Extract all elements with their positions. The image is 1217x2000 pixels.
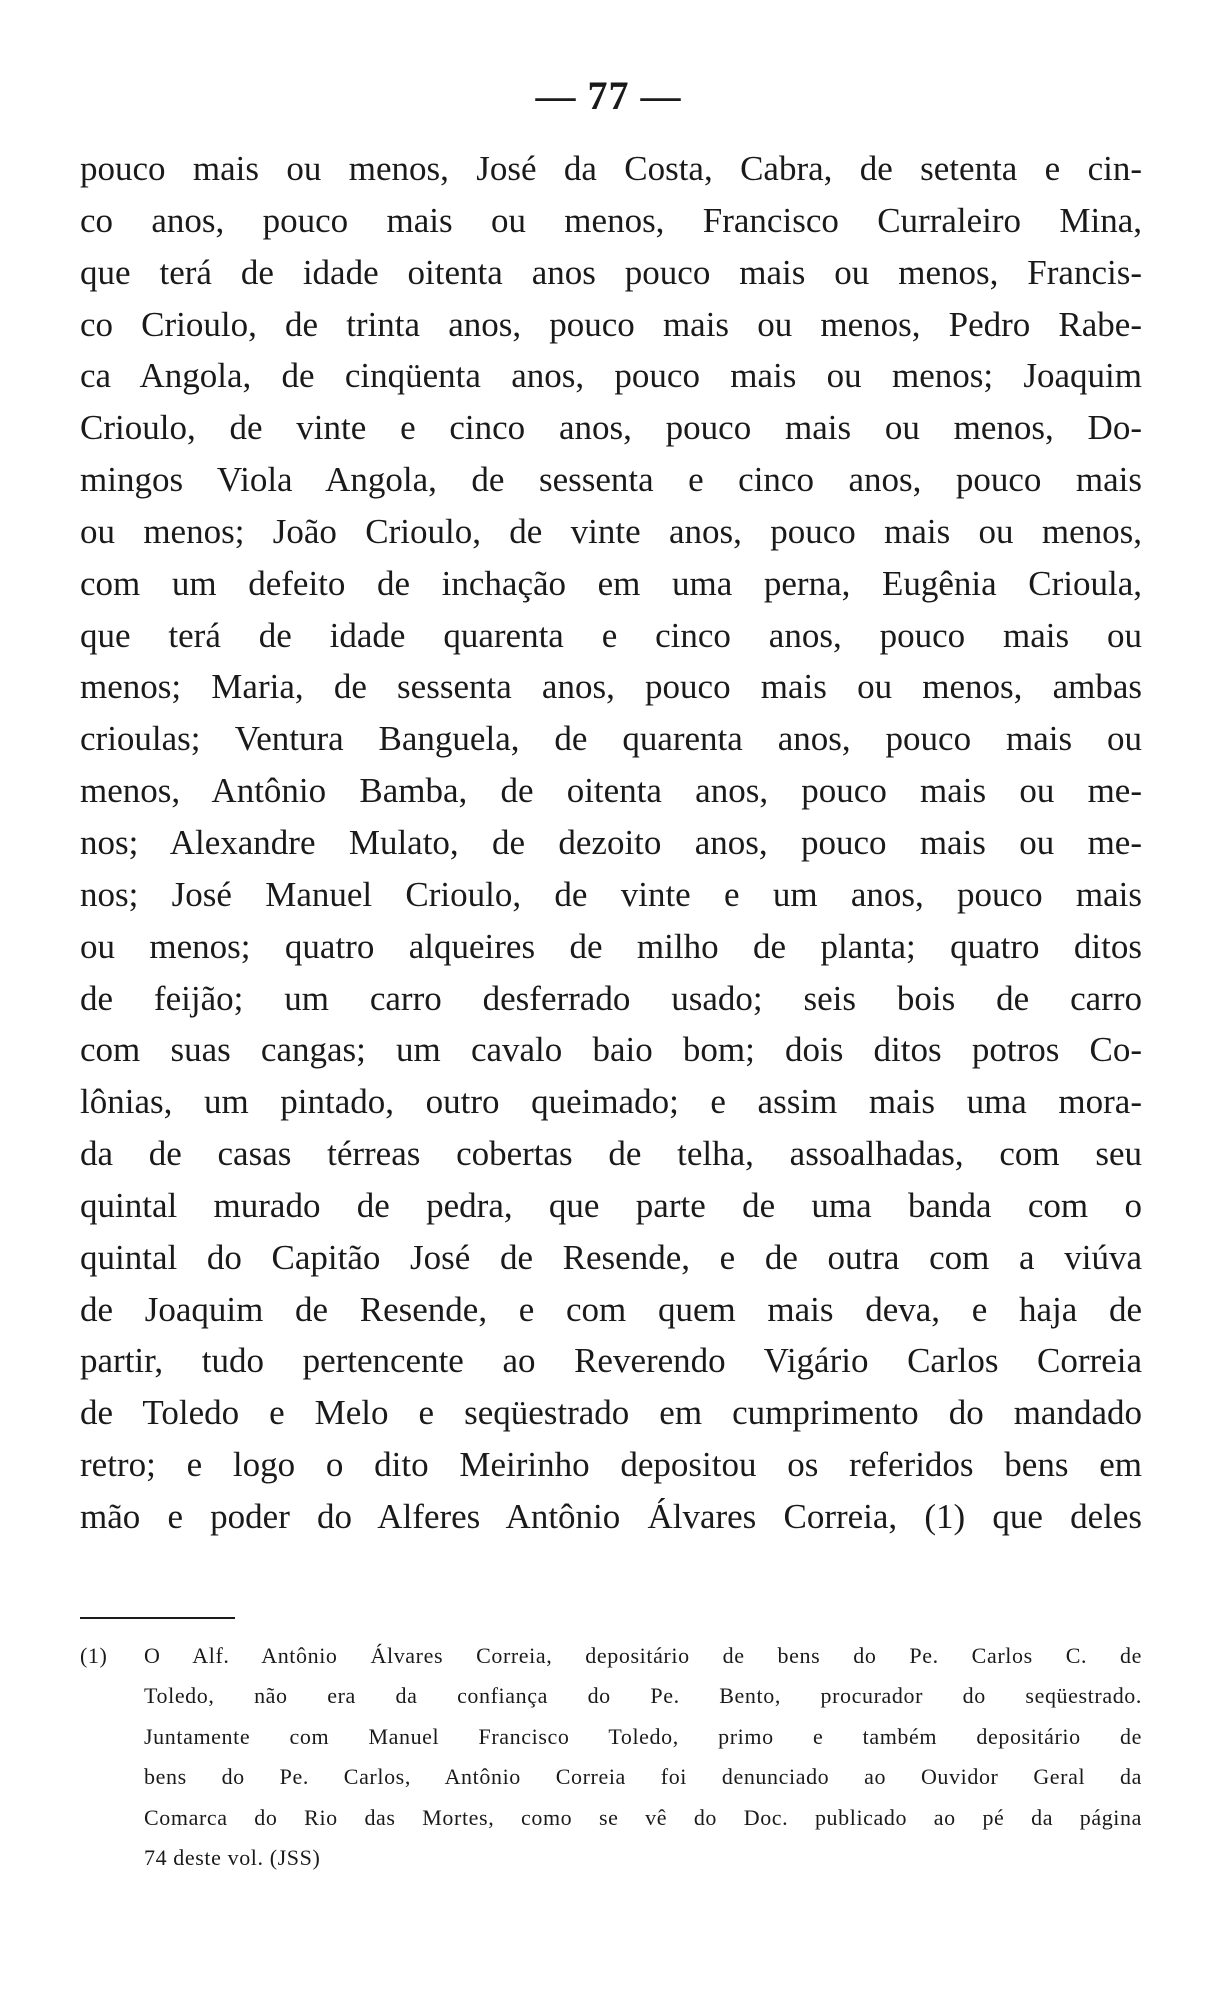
body-line: quintal do Capitão José de Resende, e de outra com a viúva	[80, 1237, 1142, 1277]
body-line: que terá de idade oitenta anos pouco mais ou menos, Francis-	[80, 252, 1142, 292]
body-line: ca Angola, de cinqüenta anos, pouco mais ou menos; Joaquim	[80, 356, 1142, 396]
body-line: retro; e logo o dito Meirinho depositou os referidos bens em	[80, 1445, 1142, 1485]
body-line: ou menos; quatro alqueires de milho de planta; quatro ditos	[80, 926, 1142, 966]
body-line: da de casas térreas cobertas de telha, assoalhadas, com seu	[80, 1134, 1142, 1174]
body-line: de Joaquim de Resende, e com quem mais deva, e haja de	[80, 1289, 1142, 1329]
body-line: menos; Maria, de sessenta anos, pouco mais ou menos, ambas	[80, 667, 1142, 707]
body-line: menos, Antônio Bamba, de oitenta anos, pouco mais ou me-	[80, 771, 1142, 811]
footnote-line: bens do Pe. Carlos, Antônio Correia foi denunciado ao Ouvidor Geral da	[144, 1764, 1142, 1790]
body-line: quintal murado de pedra, que parte de uma banda com o	[80, 1185, 1142, 1225]
footnote-line: Toledo, não era da confiança do Pe. Bento, procurador do seqüestrado.	[144, 1683, 1142, 1709]
body-line: pouco mais ou menos, José da Costa, Cabra, de setenta e cin-	[80, 149, 1142, 188]
body-line: nos; José Manuel Crioulo, de vinte e um anos, pouco mais	[80, 874, 1142, 914]
footnote	[80, 1636, 1142, 1878]
footnote-divider	[80, 1617, 235, 1619]
body-line: nos; Alexandre Mulato, de dezoito anos, pouco mais ou me-	[80, 822, 1142, 862]
body-line: que terá de idade quarenta e cinco anos, pouco mais ou	[80, 615, 1142, 655]
body-line: de Toledo e Melo e seqüestrado em cumprimento do mandado	[80, 1393, 1142, 1433]
footnote-line: Juntamente com Manuel Francisco Toledo, primo e também depositário de	[144, 1723, 1142, 1749]
body-line: de feijão; um carro desferrado usado; seis bois de carro	[80, 978, 1142, 1018]
footnote-line-text: O Alf. Antônio Álvares Correia, depositário de bens do Pe. Carlos C. de	[144, 1643, 1142, 1668]
footnote-marker: (1)	[80, 1643, 108, 1668]
body-line: mão e poder do Alferes Antônio Álvares Correia, (1) que deles	[80, 1496, 1142, 1536]
body-text	[80, 143, 1142, 1543]
footnote-line: 74 deste vol. (JSS)	[144, 1844, 321, 1870]
body-line: crioulas; Ventura Banguela, de quarenta anos, pouco mais ou	[80, 719, 1142, 759]
body-line: partir, tudo pertencente ao Reverendo Vigário Carlos Correia	[80, 1341, 1142, 1381]
body-line: co Crioulo, de trinta anos, pouco mais ou menos, Pedro Rabe-	[80, 304, 1142, 344]
body-line: Crioulo, de vinte e cinco anos, pouco mais ou menos, Do-	[80, 408, 1142, 448]
body-line: com suas cangas; um cavalo baio bom; dois ditos potros Co-	[80, 1030, 1142, 1070]
body-line: com um defeito de inchação em uma perna, Eugênia Crioula,	[80, 563, 1142, 603]
page-number: — 77 —	[535, 73, 682, 118]
body-line: lônias, um pintado, outro queimado; e assim mais uma mora-	[80, 1082, 1142, 1122]
footnote-line: Comarca do Rio das Mortes, como se vê do Doc. publicado ao pé da página	[144, 1804, 1142, 1830]
footnote-line	[80, 1636, 1142, 1676]
body-line: mingos Viola Angola, de sessenta e cinco anos, pouco mais	[80, 460, 1142, 500]
body-line: ou menos; João Crioulo, de vinte anos, pouco mais ou menos,	[80, 511, 1142, 551]
body-line: co anos, pouco mais ou menos, Francisco Curraleiro Mina,	[80, 200, 1142, 240]
